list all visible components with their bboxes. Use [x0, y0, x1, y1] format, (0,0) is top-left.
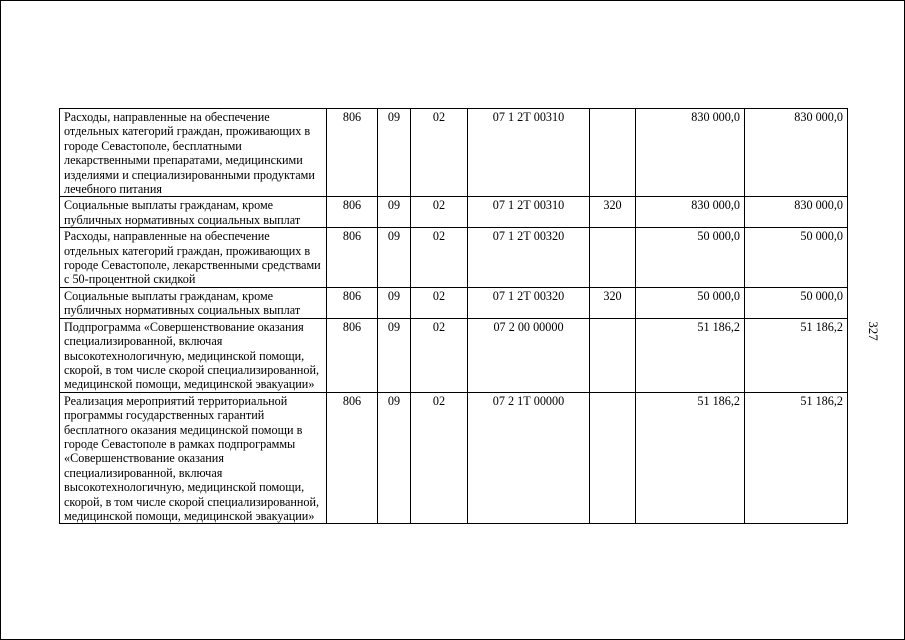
- expense-name-cell: Социальные выплаты гражданам, кроме публичных нормативных социальных выплат: [60, 197, 327, 228]
- section-code-cell: 09: [378, 109, 411, 197]
- table-row: [60, 392, 848, 524]
- ministry-code-cell: 806: [327, 287, 378, 318]
- subsection-code-cell: 02: [411, 228, 468, 288]
- expense-name-cell: Подпрограмма «Совершенствование оказания специализированной, включая высокотехнологичную, медицинской помощи, скорой, в том числе скорой специализированной, медицинской помощи, медицинской эвакуации»: [60, 318, 327, 392]
- table-row: [60, 197, 848, 228]
- expense-type-cell: [590, 392, 636, 524]
- subsection-code-cell: 02: [411, 197, 468, 228]
- section-code-cell: 09: [378, 287, 411, 318]
- ministry-code-cell: 806: [327, 318, 378, 392]
- page-number: 327: [865, 321, 881, 341]
- expense-type-cell: [590, 318, 636, 392]
- expense-type-cell: 320: [590, 287, 636, 318]
- amount-cell: 51 186,2: [745, 392, 848, 524]
- target-item-cell: 07 2 00 00000: [468, 318, 590, 392]
- subsection-code-cell: 02: [411, 318, 468, 392]
- table-row: [60, 109, 848, 197]
- target-item-cell: 07 1 2Т 00320: [468, 287, 590, 318]
- amount-cell: 50 000,0: [745, 228, 848, 288]
- amount-cell: 50 000,0: [745, 287, 848, 318]
- expense-type-cell: [590, 228, 636, 288]
- table-row: [60, 318, 848, 392]
- ministry-code-cell: 806: [327, 228, 378, 288]
- expense-name-cell: Расходы, направленные на обеспечение отдельных категорий граждан, проживающих в городе Севастополе, бесплатными лекарственными препаратами, медицинскими изделиями и специализированными продуктами лечебного питания: [60, 109, 327, 197]
- subsection-code-cell: 02: [411, 392, 468, 524]
- target-item-cell: 07 1 2Т 00310: [468, 109, 590, 197]
- subsection-code-cell: 02: [411, 109, 468, 197]
- subsection-code-cell: 02: [411, 287, 468, 318]
- expense-type-cell: 320: [590, 197, 636, 228]
- target-item-cell: 07 2 1Т 00000: [468, 392, 590, 524]
- ministry-code-cell: 806: [327, 109, 378, 197]
- expense-name-cell: Социальные выплаты гражданам, кроме публичных нормативных социальных выплат: [60, 287, 327, 318]
- table-row: [60, 228, 848, 288]
- amount-cell: 51 186,2: [636, 318, 745, 392]
- section-code-cell: 09: [378, 228, 411, 288]
- amount-cell: 51 186,2: [636, 392, 745, 524]
- target-item-cell: 07 1 2Т 00320: [468, 228, 590, 288]
- ministry-code-cell: 806: [327, 197, 378, 228]
- amount-cell: 50 000,0: [636, 228, 745, 288]
- expense-name-cell: Расходы, направленные на обеспечение отдельных категорий граждан, проживающих в городе Севастополе, лекарственными средствами с 50-процентной скидкой: [60, 228, 327, 288]
- target-item-cell: 07 1 2Т 00310: [468, 197, 590, 228]
- amount-cell: 830 000,0: [745, 197, 848, 228]
- amount-cell: 50 000,0: [636, 287, 745, 318]
- section-code-cell: 09: [378, 392, 411, 524]
- table-row: [60, 287, 848, 318]
- expense-type-cell: [590, 109, 636, 197]
- ministry-code-cell: 806: [327, 392, 378, 524]
- amount-cell: 51 186,2: [745, 318, 848, 392]
- amount-cell: 830 000,0: [745, 109, 848, 197]
- amount-cell: 830 000,0: [636, 109, 745, 197]
- amount-cell: 830 000,0: [636, 197, 745, 228]
- budget-table: [59, 108, 848, 524]
- section-code-cell: 09: [378, 318, 411, 392]
- expense-name-cell: Реализация мероприятий территориальной программы государственных гарантий бесплатного оказания медицинской помощи в городе Севастополе в рамках подпрограммы «Совершенствование оказания специализированной, включая высокотехнологичную, медицинской помощи, скорой, в том числе скорой специализированной, медицинской помощи, медицинской эвакуации»: [60, 392, 327, 524]
- section-code-cell: 09: [378, 197, 411, 228]
